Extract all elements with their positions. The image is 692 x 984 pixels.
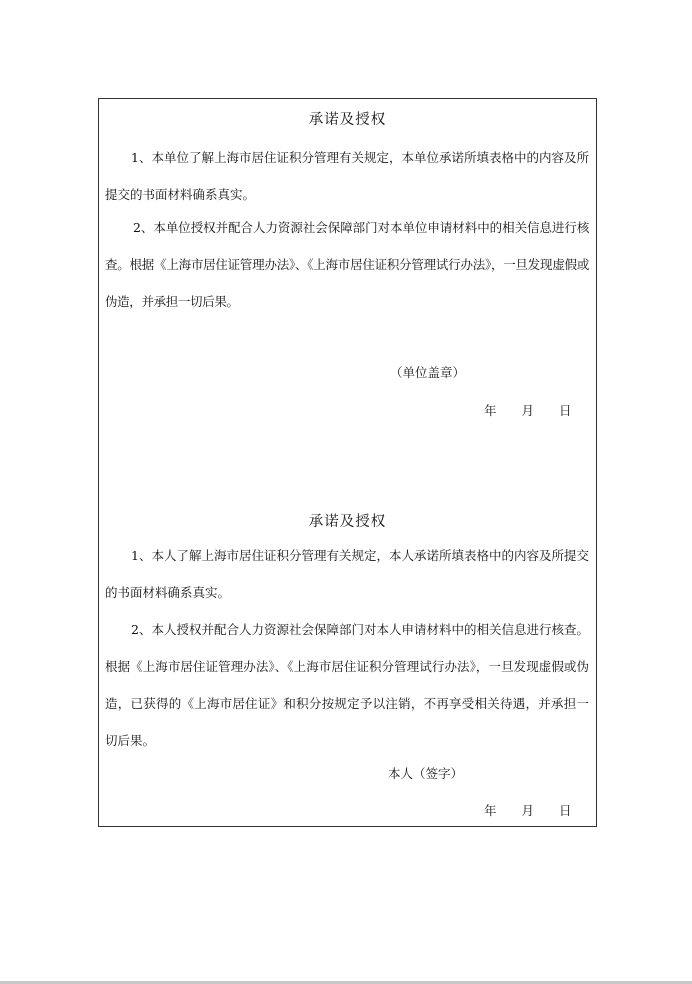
signature-label: 本人（签字） <box>388 766 464 781</box>
unit-seal-label: （单位盖章） <box>390 365 466 380</box>
section1-date-line: 年 月 日 <box>484 403 572 418</box>
section1-paragraph1: 1、本单位了解上海市居住证积分管理有关规定，本单位承诺所填表格中的内容及所提交的书面材料确系真实。 <box>105 150 589 202</box>
section2-paragraph1: 1、本人了解上海市居住证积分管理有关规定，本人承诺所填表格中的内容及所提交的书面材料确系真实。 <box>105 548 589 600</box>
section1-paragraph2: 2、本单位授权并配合人力资源社会保障部门对本单位申请材料中的相关信息进行核查。根据《上海市居住证管理办法》、《上海市居住证积分管理试行办法》，一旦发现虚假或伪造，并承担一切后果。 <box>105 220 589 309</box>
section2-date-line: 年 月 日 <box>484 803 572 818</box>
section1-title: 承诺及授权 <box>308 112 387 128</box>
section2-title: 承诺及授权 <box>308 514 387 530</box>
declaration-frame <box>98 98 597 827</box>
section2-paragraph2: 2、本人授权并配合人力资源社会保障部门对本人申请材料中的相关信息进行核查。根据《上海市居住证管理办法》、《上海市居住证积分管理试行办法》，一旦发现虚假或伪造，已获得的《上海市居住证》和积分按规定予以注销，不再享受相关待遇，并承担一切后果。 <box>105 622 589 748</box>
